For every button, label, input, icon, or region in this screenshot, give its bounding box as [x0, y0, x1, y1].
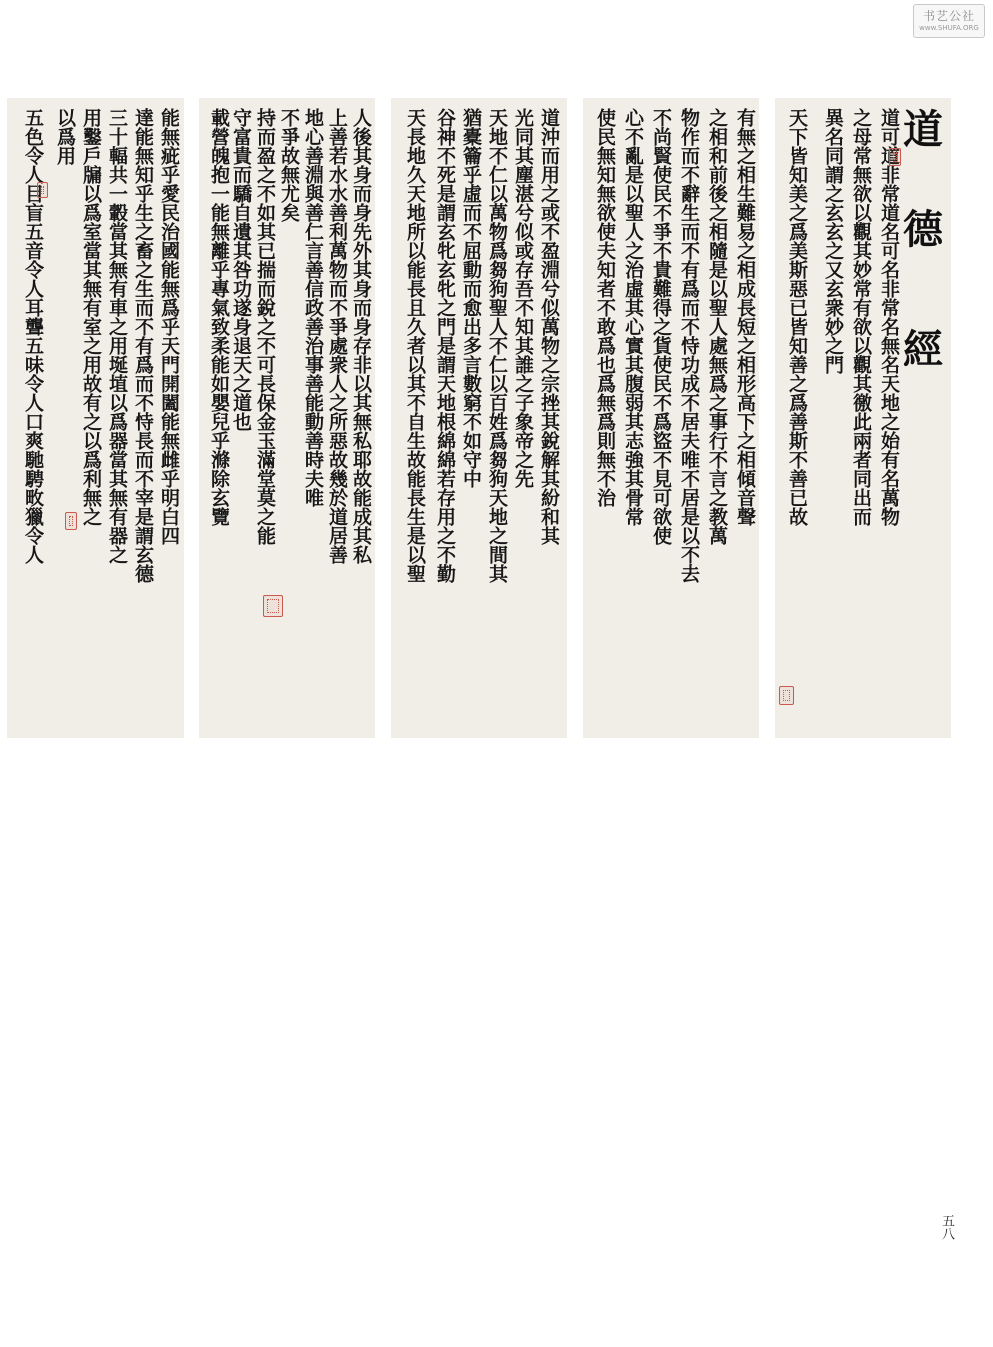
seal-stamp: [779, 686, 794, 705]
text-column: 道沖而用之或不盈淵兮似萬物之宗挫其銳解其紛和其: [538, 108, 560, 545]
text-column: 光同其塵湛兮似或存吾不知其誰之子象帝之先: [512, 108, 534, 488]
calligraphy-panel-2: [583, 98, 759, 738]
text-column: 物作而不辭生而不有爲而不恃功成不居夫唯不居是以不去: [678, 108, 700, 583]
text-column: 五色令人目盲五音令人耳聾五味令人口爽馳騁畋獵令人: [22, 108, 44, 564]
text-column: 天下皆知美之爲美斯惡已皆知善之爲善斯不善已故: [786, 108, 808, 526]
text-column: 猶橐籥乎虛而不屈動而愈出多言數窮不如守中: [460, 108, 482, 488]
text-column: 不尚賢使民不爭不貴難得之貨使民不爲盜不見可欲使: [650, 108, 672, 545]
text-column: 守富貴而驕自遺其咎功遂身退天之道也: [230, 108, 252, 431]
text-column: 能無疵乎愛民治國能無爲乎天門開闔能無雌乎明白四: [158, 108, 180, 545]
watermark-logo-text: 书艺公社: [922, 9, 975, 23]
calligraphy-panel-4: [199, 98, 375, 738]
text-column: 天長地久天地所以能長且久者以其不自生故能長生是以聖: [404, 108, 426, 583]
text-column: 之母常無欲以觀其妙常有欲以觀其徼此兩者同出而: [850, 108, 872, 526]
watermark-logo: [913, 4, 985, 38]
text-column: 載營魄抱一能無離乎專氣致柔能如嬰兒乎滌除玄覽: [208, 108, 230, 526]
text-column: 之相和前後之相隨是以聖人處無爲之事行不言之教萬: [706, 108, 728, 545]
seal-stamp: [37, 182, 48, 198]
text-column: 上善若水水善利萬物而不爭處衆人之所惡故幾於道居善: [326, 108, 348, 564]
title-glyph: 經: [903, 326, 943, 373]
text-column: 人後其身而身先外其身而身存非以其無私耶故能成其私: [350, 108, 372, 564]
text-column: 谷神不死是謂玄牝玄牝之門是謂天地根綿綿若存用之不勤: [434, 108, 456, 583]
watermark-url-text: www.SHUFA.ORG: [919, 24, 979, 32]
seal-stamp: [263, 595, 283, 617]
text-column: 使民無知無欲使夫知者不敢爲也爲無爲則無不治: [594, 108, 616, 507]
text-column: 三十輻共一轂當其無有車之用埏埴以爲器當其無有器之: [106, 108, 128, 564]
text-column: 持而盈之不如其已揣而銳之不可長保金玉滿堂莫之能: [254, 108, 276, 545]
text-column: 達能無知乎生之畜之生而不有爲而不恃長而不宰是謂玄德: [132, 108, 154, 583]
text-column: 用鑿戶牖以爲室當其無有室之用故有之以爲利無之: [80, 108, 102, 526]
calligraphy-panel-5: [7, 98, 184, 738]
title-glyph: 道: [903, 106, 943, 153]
title-glyph: 德: [903, 206, 943, 253]
text-column: 以爲用: [54, 108, 76, 165]
text-column: 天地不仁以萬物爲芻狗聖人不仁以百姓爲芻狗天地之間其: [486, 108, 508, 583]
page-number: 五八: [939, 1214, 954, 1240]
calligraphy-panel-3: [391, 98, 567, 738]
text-column: 有無之相生難易之相成長短之相形高下之相傾音聲: [734, 108, 756, 526]
text-column: 道可道非常道名可名非常名無名天地之始有名萬物: [878, 108, 900, 526]
text-column: 不爭故無尤矣: [278, 108, 300, 222]
calligraphy-panel-1: [775, 98, 951, 738]
text-column: 異名同謂之玄玄之又玄衆妙之門: [822, 108, 844, 374]
seal-stamp: [65, 512, 77, 530]
seal-stamp: [889, 148, 901, 166]
text-column: 心不亂是以聖人之治虛其心實其腹弱其志強其骨常: [622, 108, 644, 526]
text-column: 地心善淵與善仁言善信政善治事善能動善時夫唯: [302, 108, 324, 507]
